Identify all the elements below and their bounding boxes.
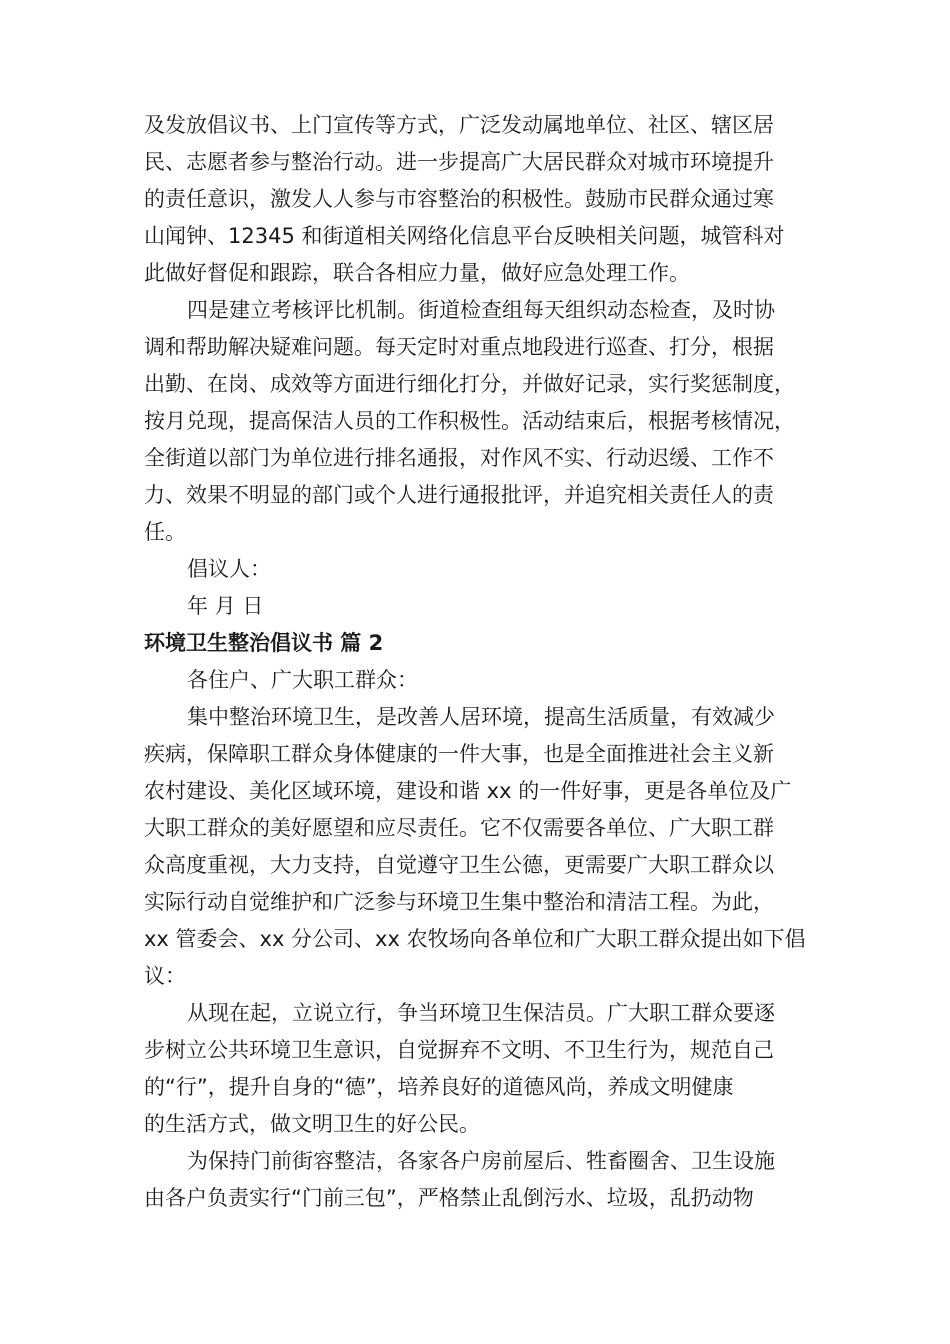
paragraph-line: 调和帮助解决疑难问题。每天定时对重点地段进行巡查、打分，根据 <box>144 335 774 359</box>
date-line: 年 月 日 <box>187 594 264 618</box>
paragraph-line: 大职工群众的美好愿望和应尽责任。它不仅需要各单位、广大职工群 <box>144 816 774 840</box>
paragraph-line: 由各户负责实行“门前三包”，严格禁止乱倒污水、垃圾，乱扔动物 <box>144 1186 754 1210</box>
paragraph-line: 四是建立考核评比机制。街道检查组每天组织动态检查，及时协 <box>187 298 775 322</box>
section-heading: 环境卫生整治倡议书 篇 2 <box>144 631 384 655</box>
paragraph-line: xx 管委会、xx 分公司、xx 农牧场向各单位和广大职工群众提出如下倡 <box>144 927 806 951</box>
paragraph-line: 疾病，保障职工群众身体健康的一件大事，也是全面推进社会主义新 <box>144 742 774 766</box>
document-body <box>144 107 834 1217</box>
paragraph-line: 议： <box>144 964 186 988</box>
paragraph-line: 的“行”，提升自身的“德”，培养良好的道德风尚，养成文明健康 <box>144 1075 734 1099</box>
paragraph-line: 山闻钟、12345 和街道相关网络化信息平台反映相关问题，城管科对 <box>144 224 785 248</box>
salutation: 各住户、广大职工群众： <box>187 668 418 692</box>
paragraph-line: 民、志愿者参与整治行动。进一步提高广大居民群众对城市环境提升 <box>144 150 774 174</box>
paragraph-line: 及发放倡议书、上门宣传等方式，广泛发动属地单位、社区、辖区居 <box>144 113 774 137</box>
paragraph-line: 出勤、在岗、成效等方面进行细化打分，并做好记录，实行奖惩制度， <box>144 372 795 396</box>
paragraph-line: 此做好督促和跟踪，联合各相应力量，做好应急处理工作。 <box>144 261 690 285</box>
paragraph-line: 实际行动自觉维护和广泛参与环境卫生集中整治和清洁工程。为此， <box>144 890 774 914</box>
signature-label: 倡议人： <box>187 557 271 581</box>
paragraph-line: 从现在起，立说立行，争当环境卫生保洁员。广大职工群众要逐 <box>187 1001 775 1025</box>
paragraph-line: 按月兑现，提高保洁人员的工作积极性。活动结束后，根据考核情况， <box>144 409 795 433</box>
paragraph-line: 步树立公共环境卫生意识，自觉摒弃不文明、不卫生行为，规范自己 <box>144 1038 774 1062</box>
paragraph-line: 的责任意识，激发人人参与市容整治的积极性。鼓励市民群众通过寒 <box>144 187 774 211</box>
paragraph-line: 全街道以部门为单位进行排名通报，对作风不实、行动迟缓、工作不 <box>144 446 774 470</box>
paragraph-line: 为保持门前街容整洁，各家各户房前屋后、牲畜圈舍、卫生设施 <box>187 1149 775 1173</box>
paragraph-line: 农村建设、美化区域环境，建设和谐 xx 的一件好事，更是各单位及广 <box>144 779 792 803</box>
paragraph-line: 众高度重视，大力支持，自觉遵守卫生公德，更需要广大职工群众以 <box>144 853 774 877</box>
paragraph-line: 集中整治环境卫生，是改善人居环境，提高生活质量，有效减少 <box>187 705 775 729</box>
paragraph-line: 力、效果不明显的部门或个人进行通报批评，并追究相关责任人的责 <box>144 483 774 507</box>
paragraph-line: 的生活方式，做文明卫生的好公民。 <box>144 1112 480 1136</box>
paragraph-line: 任。 <box>144 520 186 544</box>
